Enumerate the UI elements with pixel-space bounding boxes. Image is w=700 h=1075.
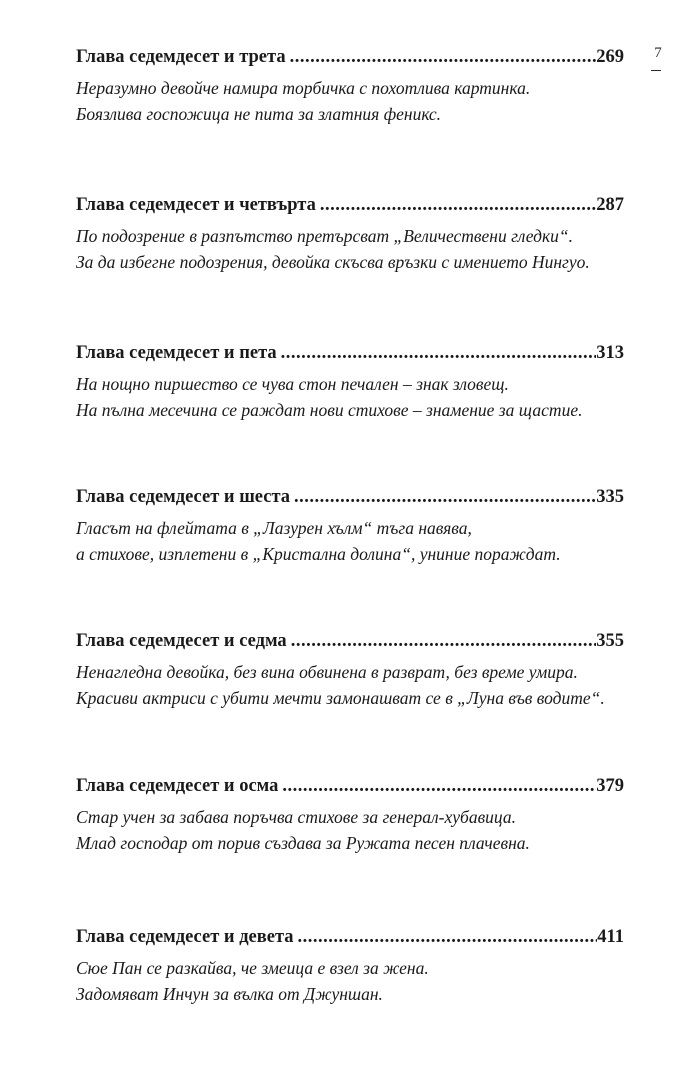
entry-subtitle-line-1: По подозрение в разпътство претърсват „Величествени гледки“. (76, 226, 573, 246)
entry-page-number: 379 (596, 776, 624, 796)
entry-heading[interactable] (76, 193, 624, 217)
entry-title: Глава седемдесет и осма (76, 776, 279, 796)
entry-subtitle-line-2: Красиви актриси с убити мечти замонашват се в „Луна във водите“. (76, 688, 605, 708)
entry-subtitle-line-1: На нощно пиршество се чува стон печален – знак зловещ. (76, 374, 509, 394)
entry-title: Глава седемдесет и пета (76, 343, 277, 363)
entry-subtitle-line-1: Неразумно девойче намира торбичка с похотлива картинка. (76, 78, 531, 98)
entry-title: Глава седемдесет и четвърта (76, 195, 316, 215)
entry-page-number: 313 (596, 343, 624, 363)
entry-title: Глава седемдесет и трета (76, 47, 286, 67)
toc-entry-76 (76, 485, 624, 567)
dot-leader (278, 774, 596, 798)
entry-heading[interactable] (76, 629, 624, 653)
entry-page-number: 411 (597, 927, 624, 947)
toc-entry-79 (76, 925, 624, 1007)
entry-subtitle-line-2: Млад господар от порив създава за Ружата песен плачевна. (76, 833, 530, 853)
entry-heading[interactable] (76, 341, 624, 365)
entry-title: Глава седемдесет и девета (76, 927, 294, 947)
entry-heading[interactable] (76, 925, 624, 949)
dot-leader (316, 193, 596, 217)
entry-heading[interactable] (76, 485, 624, 509)
entry-page-number: 335 (596, 487, 624, 507)
entry-subtitle-line-1: Ненагледна девойка, без вина обвинена в разврат, без време умира. (76, 662, 578, 682)
entry-subtitle-line-1: Гласът на флейтата в „Лазурен хълм“ тъга навява, (76, 518, 472, 538)
dot-leader (286, 45, 597, 69)
toc-entry-75 (76, 341, 624, 423)
entry-page-number: 355 (596, 631, 624, 651)
toc-entry-78 (76, 774, 624, 856)
dot-leader (290, 485, 596, 509)
entry-subtitle-line-2: За да избегне подозрения, девойка скъсва връзки с имението Нингуо. (76, 252, 590, 272)
dot-leader (294, 925, 598, 949)
page-number-rule (651, 70, 661, 71)
entry-heading[interactable] (76, 774, 624, 798)
dot-leader (277, 341, 597, 365)
entry-subtitle-line-1: Стар учен за забава поръчва стихове за генерал-хубавица. (76, 807, 517, 827)
toc-entry-73 (76, 45, 624, 127)
entry-page-number: 287 (596, 195, 624, 215)
toc-entry-77 (76, 629, 624, 711)
entry-subtitle-line-2: а стихове, изплетени в „Кристална долина“, униние пораждат. (76, 544, 561, 564)
entry-subtitle-line-2: Задомяват Инчун за вълка от Джуншан. (76, 984, 383, 1004)
entry-page-number: 269 (596, 47, 624, 67)
entry-subtitle-line-2: Боязлива госпожица не пита за златния феникс. (76, 104, 441, 124)
dot-leader (287, 629, 597, 653)
entry-title: Глава седемдесет и шеста (76, 487, 291, 507)
entry-subtitle-line-1: Сюе Пан се разкайва, че змеица е взел за жена. (76, 958, 429, 978)
toc-entry-74 (76, 193, 624, 275)
entry-subtitle-line-2: На пълна месечина се раждат нови стихове – знамение за щастие. (76, 400, 583, 420)
entry-heading[interactable] (76, 45, 624, 69)
entry-title: Глава седемдесет и седма (76, 631, 287, 651)
page-number: 7 (654, 45, 662, 61)
